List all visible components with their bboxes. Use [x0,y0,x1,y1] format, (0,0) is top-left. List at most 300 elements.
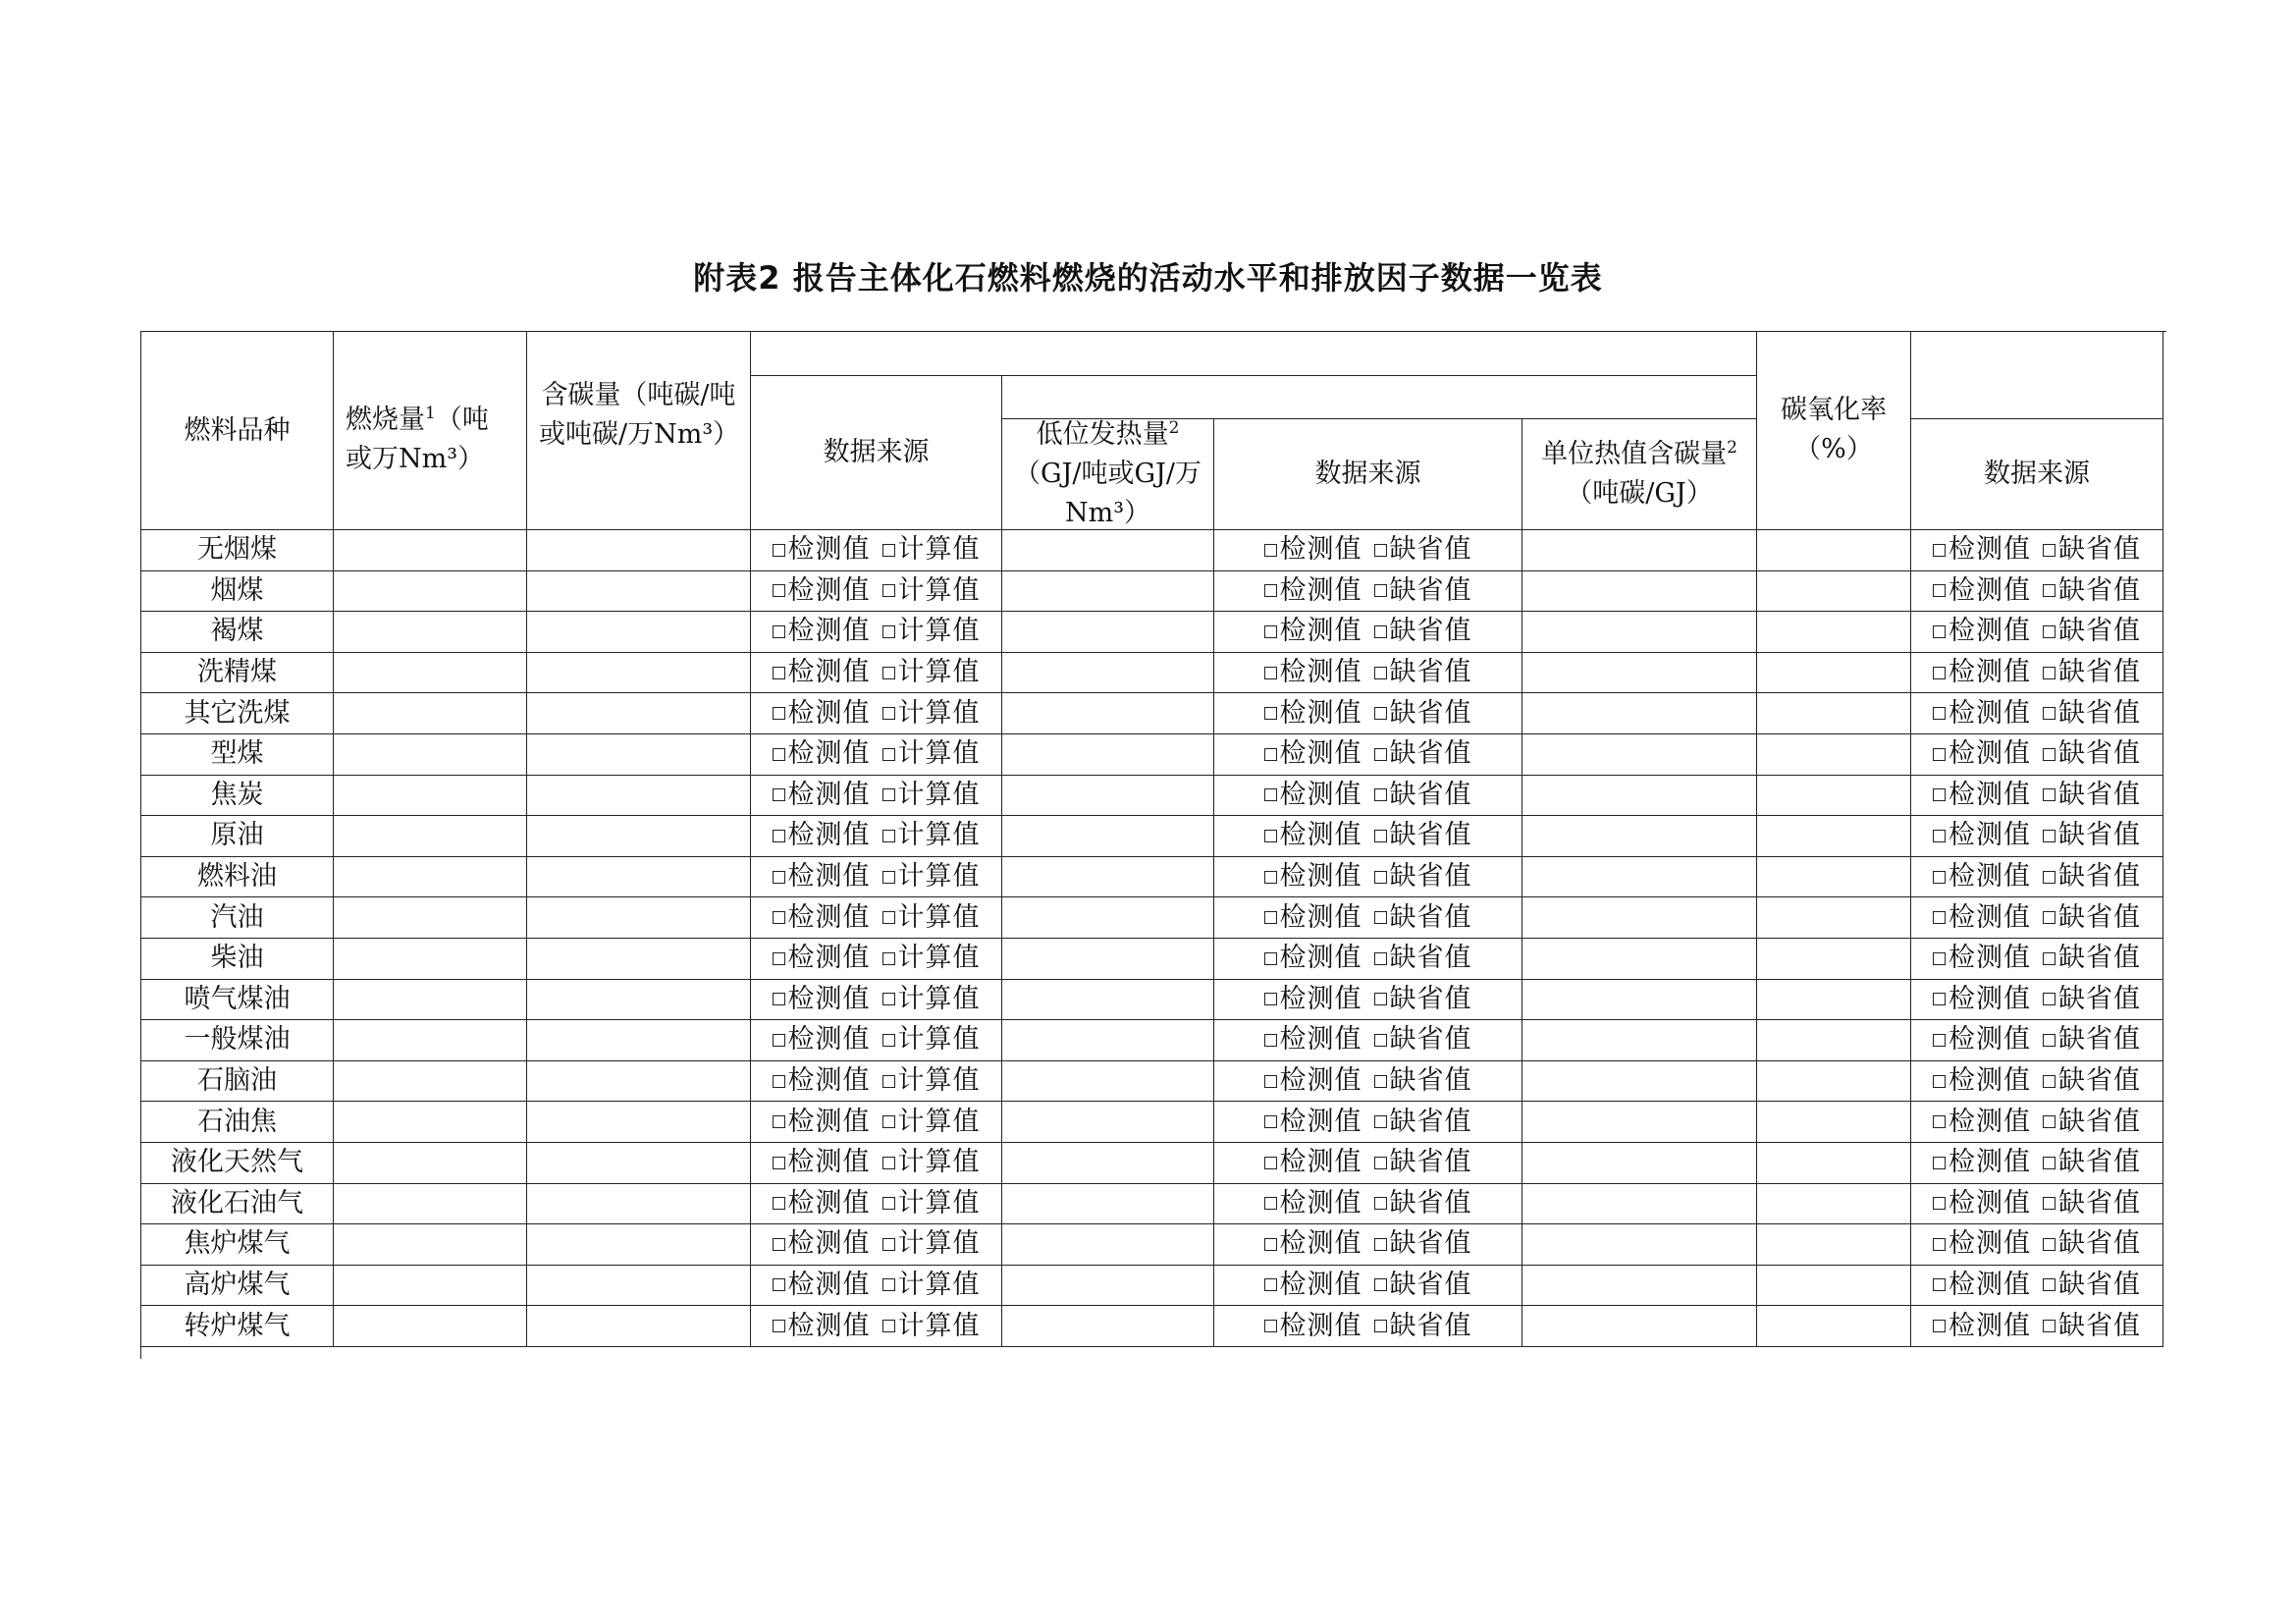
carbon-content-cell[interactable] [527,734,751,776]
lhv-cell[interactable] [1002,530,1214,571]
default-checkbox[interactable] [1374,871,1387,884]
measured-option[interactable] [1933,694,2031,733]
default-checkbox[interactable] [2043,788,2056,801]
carbon-per-heat-cell[interactable] [1522,816,1757,857]
measured-checkbox[interactable] [1264,584,1277,597]
default-checkbox[interactable] [2043,952,2056,965]
measured-checkbox[interactable] [1933,1115,1946,1128]
measured-checkbox[interactable] [1264,625,1277,638]
measured-option[interactable] [773,1224,871,1264]
default-option[interactable] [2043,1184,2141,1223]
calculated-option[interactable] [882,1184,981,1223]
measured-option[interactable] [1933,1061,2031,1101]
measured-checkbox[interactable] [1933,1278,1946,1291]
default-option[interactable] [2043,857,2141,896]
carbon-per-heat-cell[interactable] [1522,693,1757,734]
default-checkbox[interactable] [2043,1278,2056,1291]
measured-checkbox[interactable] [1264,1197,1277,1210]
lhv-cell[interactable] [1002,693,1214,734]
carbon-per-heat-cell[interactable] [1522,571,1757,613]
calculated-checkbox[interactable] [882,1115,895,1128]
measured-option[interactable] [1933,530,2031,569]
calculated-option[interactable] [882,1224,981,1264]
default-option[interactable] [2043,1224,2141,1264]
lhv-cell[interactable] [1002,571,1214,613]
calculated-option[interactable] [882,653,981,692]
measured-option[interactable] [1264,694,1362,733]
consumption-cell[interactable] [334,1184,527,1225]
measured-checkbox[interactable] [1933,871,1946,884]
measured-option[interactable] [773,1266,871,1305]
calculated-option[interactable] [882,571,981,611]
carbon-content-cell[interactable] [527,816,751,857]
default-checkbox[interactable] [1374,748,1387,761]
carbon-per-heat-cell[interactable] [1522,1102,1757,1143]
default-option[interactable] [1374,734,1472,774]
consumption-cell[interactable] [334,1102,527,1143]
consumption-cell[interactable] [334,1266,527,1307]
calculated-checkbox[interactable] [882,1157,895,1169]
oxidation-rate-cell[interactable] [1757,693,1911,734]
lhv-cell[interactable] [1002,1102,1214,1143]
default-option[interactable] [2043,1307,2141,1346]
default-option[interactable] [1374,1103,1472,1142]
measured-checkbox[interactable] [773,788,785,801]
consumption-cell[interactable] [334,612,527,653]
lhv-cell[interactable] [1002,1061,1214,1103]
calculated-option[interactable] [882,816,981,855]
measured-checkbox[interactable] [773,830,785,842]
measured-option[interactable] [1264,1103,1362,1142]
carbon-content-cell[interactable] [527,530,751,571]
default-checkbox[interactable] [1374,993,1387,1005]
measured-option[interactable] [1933,898,2031,938]
measured-checkbox[interactable] [1933,584,1946,597]
measured-checkbox[interactable] [773,993,785,1005]
carbon-per-heat-cell[interactable] [1522,1143,1757,1184]
oxidation-rate-cell[interactable] [1757,1020,1911,1061]
measured-option[interactable] [1933,1143,2031,1182]
lhv-cell[interactable] [1002,897,1214,939]
default-checkbox[interactable] [1374,952,1387,965]
carbon-per-heat-cell[interactable] [1522,530,1757,571]
lhv-cell[interactable] [1002,1306,1214,1347]
default-checkbox[interactable] [2043,1238,2056,1251]
measured-checkbox[interactable] [773,1075,785,1088]
default-checkbox[interactable] [1374,667,1387,679]
calculated-checkbox[interactable] [882,584,895,597]
consumption-cell[interactable] [334,1061,527,1103]
default-option[interactable] [2043,939,2141,978]
calculated-checkbox[interactable] [882,830,895,842]
oxidation-rate-cell[interactable] [1757,857,1911,898]
default-checkbox[interactable] [2043,1157,2056,1169]
measured-option[interactable] [773,1061,871,1101]
oxidation-rate-cell[interactable] [1757,897,1911,939]
consumption-cell[interactable] [334,776,527,817]
consumption-cell[interactable] [334,857,527,898]
measured-checkbox[interactable] [773,584,785,597]
calculated-option[interactable] [882,1266,981,1305]
default-option[interactable] [2043,1266,2141,1305]
default-option[interactable] [2043,694,2141,733]
measured-option[interactable] [1933,980,2031,1019]
oxidation-rate-cell[interactable] [1757,734,1911,776]
measured-checkbox[interactable] [773,871,785,884]
measured-checkbox[interactable] [1933,911,1946,924]
default-checkbox[interactable] [1374,1157,1387,1169]
default-option[interactable] [2043,980,2141,1019]
measured-checkbox[interactable] [773,667,785,679]
carbon-content-cell[interactable] [527,1224,751,1266]
calculated-checkbox[interactable] [882,544,895,557]
default-option[interactable] [1374,898,1472,938]
measured-checkbox[interactable] [773,1034,785,1047]
calculated-checkbox[interactable] [882,707,895,720]
measured-option[interactable] [1264,1184,1362,1223]
calculated-option[interactable] [882,898,981,938]
oxidation-rate-cell[interactable] [1757,1306,1911,1347]
measured-option[interactable] [773,734,871,774]
default-checkbox[interactable] [2043,1197,2056,1210]
measured-checkbox[interactable] [1933,667,1946,679]
carbon-content-cell[interactable] [527,1184,751,1225]
carbon-content-cell[interactable] [527,1143,751,1184]
calculated-checkbox[interactable] [882,748,895,761]
measured-option[interactable] [1933,1224,2031,1264]
measured-checkbox[interactable] [1933,993,1946,1005]
carbon-per-heat-cell[interactable] [1522,612,1757,653]
measured-option[interactable] [1264,1061,1362,1101]
default-option[interactable] [2043,1143,2141,1182]
consumption-cell[interactable] [334,1020,527,1061]
measured-option[interactable] [773,653,871,692]
default-option[interactable] [1374,1143,1472,1182]
default-option[interactable] [2043,898,2141,938]
calculated-option[interactable] [882,857,981,896]
default-option[interactable] [1374,1224,1472,1264]
carbon-content-cell[interactable] [527,980,751,1021]
lhv-cell[interactable] [1002,857,1214,898]
measured-option[interactable] [1933,571,2031,611]
default-option[interactable] [1374,857,1472,896]
carbon-per-heat-cell[interactable] [1522,1266,1757,1307]
measured-option[interactable] [1933,816,2031,855]
measured-checkbox[interactable] [1933,952,1946,965]
default-checkbox[interactable] [1374,1278,1387,1291]
calculated-checkbox[interactable] [882,788,895,801]
carbon-content-cell[interactable] [527,776,751,817]
oxidation-rate-cell[interactable] [1757,1184,1911,1225]
lhv-cell[interactable] [1002,1224,1214,1266]
measured-option[interactable] [773,694,871,733]
measured-checkbox[interactable] [773,1157,785,1169]
lhv-cell[interactable] [1002,612,1214,653]
default-checkbox[interactable] [1374,1320,1387,1332]
carbon-per-heat-cell[interactable] [1522,1020,1757,1061]
default-option[interactable] [1374,571,1472,611]
carbon-per-heat-cell[interactable] [1522,939,1757,980]
lhv-cell[interactable] [1002,734,1214,776]
measured-option[interactable] [1264,980,1362,1019]
default-checkbox[interactable] [1374,707,1387,720]
measured-checkbox[interactable] [1933,544,1946,557]
default-checkbox[interactable] [1374,584,1387,597]
lhv-cell[interactable] [1002,1143,1214,1184]
oxidation-rate-cell[interactable] [1757,571,1911,613]
measured-checkbox[interactable] [1933,1034,1946,1047]
consumption-cell[interactable] [334,571,527,613]
measured-checkbox[interactable] [773,707,785,720]
carbon-content-cell[interactable] [527,653,751,694]
measured-checkbox[interactable] [1264,830,1277,842]
measured-checkbox[interactable] [1933,1320,1946,1332]
carbon-per-heat-cell[interactable] [1522,1306,1757,1347]
default-option[interactable] [1374,816,1472,855]
default-option[interactable] [2043,734,2141,774]
default-checkbox[interactable] [1374,1238,1387,1251]
default-option[interactable] [1374,530,1472,569]
default-option[interactable] [2043,571,2141,611]
calculated-checkbox[interactable] [882,1034,895,1047]
calculated-checkbox[interactable] [882,911,895,924]
calculated-checkbox[interactable] [882,1320,895,1332]
calculated-option[interactable] [882,1307,981,1346]
calculated-option[interactable] [882,939,981,978]
measured-option[interactable] [1933,1266,2031,1305]
measured-checkbox[interactable] [1933,1157,1946,1169]
measured-option[interactable] [1933,1020,2031,1059]
default-checkbox[interactable] [2043,1320,2056,1332]
default-option[interactable] [2043,653,2141,692]
carbon-per-heat-cell[interactable] [1522,734,1757,776]
measured-option[interactable] [1933,939,2031,978]
default-checkbox[interactable] [2043,911,2056,924]
oxidation-rate-cell[interactable] [1757,653,1911,694]
lhv-cell[interactable] [1002,1184,1214,1225]
default-option[interactable] [2043,530,2141,569]
measured-option[interactable] [1264,1266,1362,1305]
measured-checkbox[interactable] [1264,707,1277,720]
consumption-cell[interactable] [334,1143,527,1184]
measured-option[interactable] [1264,857,1362,896]
measured-option[interactable] [773,1143,871,1182]
measured-checkbox[interactable] [1933,830,1946,842]
consumption-cell[interactable] [334,1224,527,1266]
carbon-per-heat-cell[interactable] [1522,857,1757,898]
default-option[interactable] [2043,1061,2141,1101]
carbon-content-cell[interactable] [527,1020,751,1061]
carbon-content-cell[interactable] [527,857,751,898]
default-option[interactable] [2043,1020,2141,1059]
default-checkbox[interactable] [2043,544,2056,557]
measured-checkbox[interactable] [1264,788,1277,801]
measured-checkbox[interactable] [773,1320,785,1332]
measured-checkbox[interactable] [1264,1034,1277,1047]
measured-option[interactable] [773,816,871,855]
measured-checkbox[interactable] [1264,1320,1277,1332]
lhv-cell[interactable] [1002,653,1214,694]
measured-option[interactable] [773,530,871,569]
calculated-checkbox[interactable] [882,952,895,965]
measured-option[interactable] [1933,857,2031,896]
default-option[interactable] [1374,980,1472,1019]
default-checkbox[interactable] [2043,993,2056,1005]
measured-option[interactable] [1264,1143,1362,1182]
lhv-cell[interactable] [1002,1266,1214,1307]
default-checkbox[interactable] [1374,1034,1387,1047]
consumption-cell[interactable] [334,734,527,776]
carbon-per-heat-cell[interactable] [1522,897,1757,939]
measured-checkbox[interactable] [773,911,785,924]
consumption-cell[interactable] [334,939,527,980]
default-checkbox[interactable] [2043,707,2056,720]
oxidation-rate-cell[interactable] [1757,1266,1911,1307]
default-option[interactable] [2043,776,2141,815]
measured-option[interactable] [773,571,871,611]
oxidation-rate-cell[interactable] [1757,980,1911,1021]
measured-checkbox[interactable] [1933,1075,1946,1088]
carbon-content-cell[interactable] [527,1102,751,1143]
default-checkbox[interactable] [2043,1115,2056,1128]
oxidation-rate-cell[interactable] [1757,1102,1911,1143]
default-option[interactable] [1374,1061,1472,1101]
measured-option[interactable] [1933,734,2031,774]
measured-option[interactable] [1264,898,1362,938]
measured-checkbox[interactable] [1264,667,1277,679]
measured-option[interactable] [773,612,871,651]
measured-checkbox[interactable] [1264,871,1277,884]
calculated-option[interactable] [882,694,981,733]
measured-checkbox[interactable] [773,1278,785,1291]
calculated-option[interactable] [882,734,981,774]
measured-checkbox[interactable] [773,1238,785,1251]
calculated-option[interactable] [882,1103,981,1142]
lhv-cell[interactable] [1002,776,1214,817]
measured-checkbox[interactable] [1264,544,1277,557]
default-option[interactable] [1374,1184,1472,1223]
measured-option[interactable] [773,1020,871,1059]
lhv-cell[interactable] [1002,980,1214,1021]
carbon-per-heat-cell[interactable] [1522,1184,1757,1225]
calculated-checkbox[interactable] [882,871,895,884]
default-option[interactable] [1374,612,1472,651]
measured-option[interactable] [1264,1020,1362,1059]
lhv-cell[interactable] [1002,816,1214,857]
measured-checkbox[interactable] [773,952,785,965]
measured-checkbox[interactable] [773,625,785,638]
measured-checkbox[interactable] [773,748,785,761]
measured-checkbox[interactable] [1264,1238,1277,1251]
consumption-cell[interactable] [334,816,527,857]
measured-checkbox[interactable] [1264,993,1277,1005]
carbon-per-heat-cell[interactable] [1522,1061,1757,1103]
oxidation-rate-cell[interactable] [1757,530,1911,571]
calculated-checkbox[interactable] [882,667,895,679]
measured-option[interactable] [773,898,871,938]
lhv-cell[interactable] [1002,939,1214,980]
oxidation-rate-cell[interactable] [1757,612,1911,653]
carbon-per-heat-cell[interactable] [1522,1224,1757,1266]
measured-checkbox[interactable] [1933,1238,1946,1251]
calculated-option[interactable] [882,530,981,569]
measured-option[interactable] [773,939,871,978]
measured-option[interactable] [1933,653,2031,692]
measured-checkbox[interactable] [1933,707,1946,720]
default-checkbox[interactable] [1374,1075,1387,1088]
measured-checkbox[interactable] [1264,911,1277,924]
calculated-checkbox[interactable] [882,1238,895,1251]
consumption-cell[interactable] [334,693,527,734]
calculated-option[interactable] [882,1020,981,1059]
measured-option[interactable] [1933,776,2031,815]
default-option[interactable] [2043,816,2141,855]
consumption-cell[interactable] [334,530,527,571]
default-checkbox[interactable] [1374,788,1387,801]
default-option[interactable] [1374,776,1472,815]
measured-option[interactable] [1264,776,1362,815]
calculated-option[interactable] [882,612,981,651]
measured-option[interactable] [1264,1224,1362,1264]
measured-option[interactable] [1933,1103,2031,1142]
oxidation-rate-cell[interactable] [1757,1224,1911,1266]
measured-option[interactable] [1264,612,1362,651]
measured-option[interactable] [1264,530,1362,569]
default-option[interactable] [1374,653,1472,692]
measured-checkbox[interactable] [773,1197,785,1210]
carbon-content-cell[interactable] [527,939,751,980]
measured-option[interactable] [773,1307,871,1346]
carbon-content-cell[interactable] [527,693,751,734]
calculated-option[interactable] [882,980,981,1019]
default-option[interactable] [2043,612,2141,651]
measured-option[interactable] [773,1103,871,1142]
measured-option[interactable] [1264,939,1362,978]
default-option[interactable] [1374,694,1472,733]
calculated-checkbox[interactable] [882,1197,895,1210]
calculated-option[interactable] [882,776,981,815]
default-option[interactable] [1374,1266,1472,1305]
measured-checkbox[interactable] [1933,748,1946,761]
measured-option[interactable] [1933,1184,2031,1223]
consumption-cell[interactable] [334,897,527,939]
measured-checkbox[interactable] [1264,1115,1277,1128]
calculated-option[interactable] [882,1061,981,1101]
carbon-content-cell[interactable] [527,1061,751,1103]
measured-checkbox[interactable] [1264,952,1277,965]
default-option[interactable] [1374,1307,1472,1346]
measured-option[interactable] [773,980,871,1019]
calculated-option[interactable] [882,1143,981,1182]
default-checkbox[interactable] [1374,544,1387,557]
measured-option[interactable] [1933,612,2031,651]
measured-checkbox[interactable] [773,1115,785,1128]
default-checkbox[interactable] [1374,830,1387,842]
default-checkbox[interactable] [1374,1115,1387,1128]
measured-checkbox[interactable] [1264,1157,1277,1169]
calculated-checkbox[interactable] [882,993,895,1005]
oxidation-rate-cell[interactable] [1757,1061,1911,1103]
default-checkbox[interactable] [2043,871,2056,884]
default-checkbox[interactable] [2043,830,2056,842]
oxidation-rate-cell[interactable] [1757,776,1911,817]
measured-option[interactable] [1933,1307,2031,1346]
carbon-content-cell[interactable] [527,897,751,939]
default-checkbox[interactable] [2043,1075,2056,1088]
measured-checkbox[interactable] [1264,1075,1277,1088]
measured-option[interactable] [1264,571,1362,611]
default-checkbox[interactable] [2043,667,2056,679]
